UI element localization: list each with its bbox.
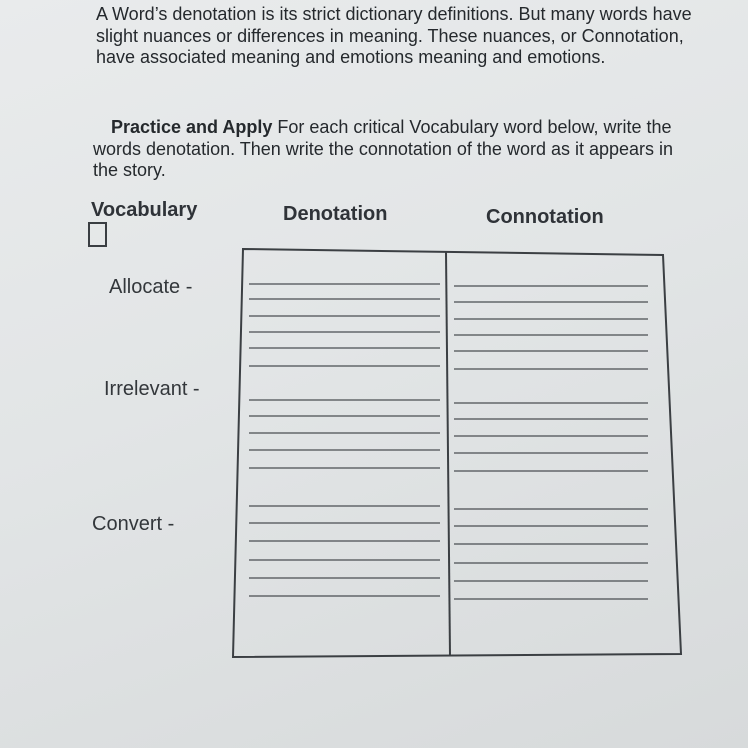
connotation-column-header: Connotation [486,206,604,228]
practice-heading: Practice and Apply [111,117,273,137]
denotation-column-header: Denotation [283,203,388,225]
answer-table-divider [446,252,450,656]
vocab-word-irrelevant: Irrelevant - [104,378,200,400]
vocab-word-convert: Convert - [92,513,175,535]
vocabulary-column-header: Vocabulary [91,199,198,221]
practice-instructions: For each critical Vocabulary word below, write the words denotation. Then write the connotation of the word as it appears in the story. [93,117,674,180]
intro-paragraph: A Word’s denotation is its strict dictionary definitions. But many words have slight nuances or differences in meaning. These nuances, or Connotation, have associated meaning and emotions meaning and emotions. [96,4,692,67]
connotation-writing-lines [454,286,648,599]
denotation-writing-lines [249,284,440,596]
vocab-word-allocate: Allocate - [109,276,193,298]
